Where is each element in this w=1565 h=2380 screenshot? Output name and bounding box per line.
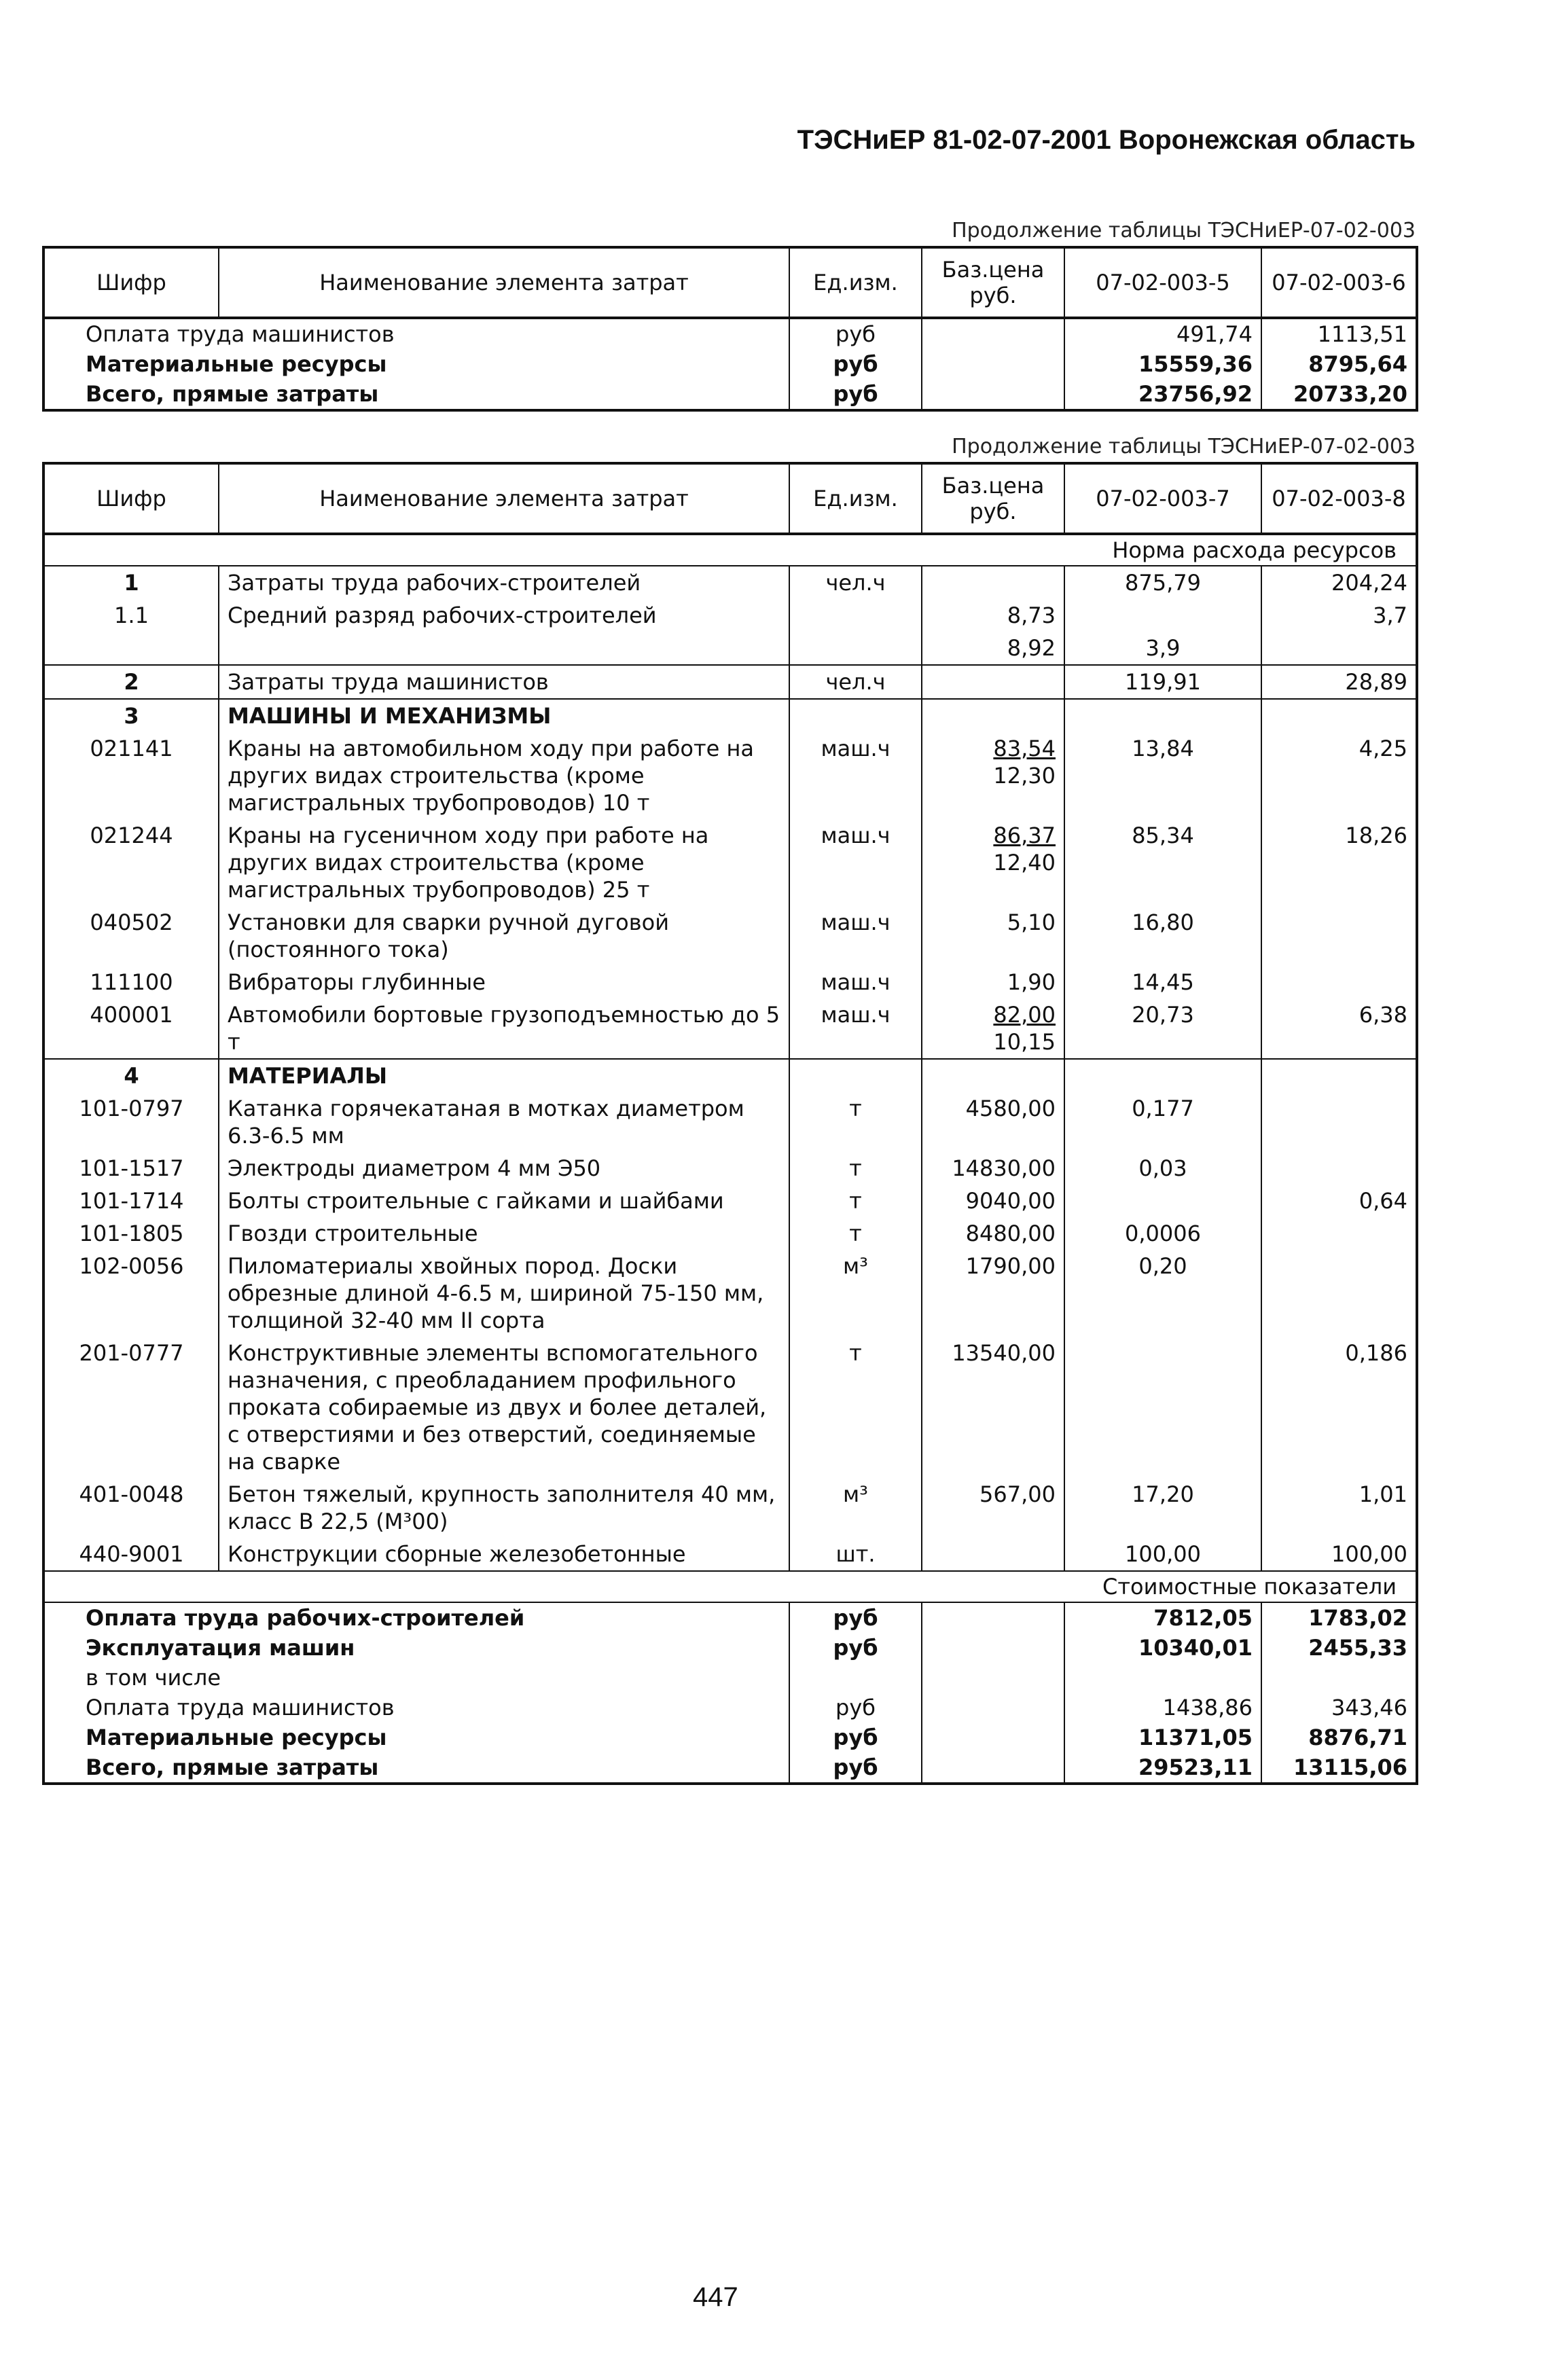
table-2-caption: Продолжение таблицы ТЭСНиЕР-07-02-003 bbox=[952, 435, 1416, 458]
value-b-cell bbox=[1261, 1250, 1417, 1337]
value-b-cell bbox=[1261, 906, 1417, 966]
code-cell: 2 bbox=[43, 665, 219, 699]
price-cell: 567,00 bbox=[922, 1478, 1064, 1538]
col-a-header: 07-02-003-7 bbox=[1064, 463, 1261, 534]
value-b-cell: 20733,20 bbox=[1261, 379, 1417, 410]
code-cell: 101-1714 bbox=[79, 1188, 184, 1214]
value-a-cell: 10340,01 bbox=[1064, 1633, 1261, 1663]
value-a-cell: 13,84 bbox=[1064, 732, 1261, 819]
table-row bbox=[43, 1478, 1417, 1538]
name-cell: Средний разряд рабочих-строителей bbox=[219, 599, 789, 632]
operator-wage: 10,15 bbox=[993, 1029, 1056, 1055]
code-cell: 040502 bbox=[90, 909, 173, 935]
code-cell: 400001 bbox=[90, 1002, 173, 1028]
value-b-cell bbox=[1261, 1152, 1417, 1185]
price-cell bbox=[922, 349, 1064, 379]
price-cell bbox=[922, 819, 1064, 906]
price-cell: 9040,00 bbox=[922, 1185, 1064, 1217]
section-code: 4 bbox=[43, 1059, 219, 1092]
table-row bbox=[43, 1152, 1417, 1185]
value-a-cell: 0,03 bbox=[1064, 1152, 1261, 1185]
price-cell bbox=[922, 906, 1064, 966]
value-b-cell: 1113,51 bbox=[1261, 318, 1417, 349]
value-a-cell: 23756,92 bbox=[1064, 379, 1261, 410]
unit-cell: чел.ч bbox=[789, 566, 922, 599]
unit-cell bbox=[789, 632, 922, 665]
col-code-header: Шифр bbox=[43, 247, 219, 318]
unit-cell: т bbox=[789, 1337, 922, 1478]
name-cell: Конструкции сборные железобетонные bbox=[219, 1538, 789, 1571]
unit-cell: руб bbox=[789, 1723, 922, 1752]
unit-cell bbox=[789, 1663, 922, 1693]
value-a-cell: 11371,05 bbox=[1064, 1723, 1261, 1752]
value-b-cell bbox=[1261, 966, 1417, 998]
value-b-cell: 204,24 bbox=[1261, 566, 1417, 599]
code-cell: 1.1 bbox=[114, 602, 149, 628]
name-cell: Катанка горячекатаная в мотках диаметром 6.3-6.5 мм bbox=[219, 1092, 789, 1152]
price-cell bbox=[922, 379, 1064, 410]
code-cell: 101-1517 bbox=[79, 1155, 184, 1181]
unit-cell: руб bbox=[789, 1752, 922, 1784]
value-a-cell: 119,91 bbox=[1064, 665, 1261, 699]
col-unit-header: Ед.изм. bbox=[789, 247, 922, 318]
value-b-cell: 0,186 bbox=[1261, 1337, 1417, 1478]
name-cell: Краны на гусеничном ходу при работе на других видах строительства (кроме магистральных трубопроводов) 25 т bbox=[219, 819, 789, 906]
table-row bbox=[43, 665, 1417, 699]
unit-cell: т bbox=[789, 1185, 922, 1217]
name-cell: Краны на автомобильном ходу при работе на других видах строительства (кроме магистральных трубопроводов) 10 т bbox=[219, 732, 789, 819]
page-title: ТЭСНиЕР 81-02-07-2001 Воронежская область bbox=[797, 125, 1416, 155]
total-name-cell: Оплата труда рабочих-строителей bbox=[86, 1605, 525, 1631]
table-1 bbox=[42, 246, 1418, 412]
unit-cell: м³ bbox=[789, 1250, 922, 1337]
code-cell bbox=[43, 632, 219, 665]
table-row bbox=[43, 1693, 1417, 1723]
value-a-cell: 875,79 bbox=[1064, 566, 1261, 599]
table-row bbox=[43, 632, 1417, 665]
code-cell: Оплата труда машинистов bbox=[86, 321, 395, 347]
table-row bbox=[43, 379, 1417, 410]
col-b-header: 07-02-003-8 bbox=[1261, 463, 1417, 534]
band-cost-label: Стоимостные показатели bbox=[43, 1571, 1417, 1602]
operator-wage: 12,40 bbox=[993, 850, 1056, 876]
name-cell: Затраты труда машинистов bbox=[219, 665, 789, 699]
name-cell: Гвозди строительные bbox=[219, 1217, 789, 1250]
code-cell: 201-0777 bbox=[79, 1340, 184, 1366]
name-cell bbox=[219, 632, 789, 665]
band-norm-row bbox=[43, 534, 1417, 566]
price-cell: 1790,00 bbox=[922, 1250, 1064, 1337]
total-name-cell: Материальные ресурсы bbox=[86, 1725, 387, 1750]
unit-cell: руб bbox=[789, 318, 922, 349]
value-a-cell: 1438,86 bbox=[1064, 1693, 1261, 1723]
value-a-cell: 85,34 bbox=[1064, 819, 1261, 906]
total-name-cell: Эксплуатация машин bbox=[86, 1635, 355, 1661]
table-row bbox=[43, 1337, 1417, 1478]
table-row bbox=[43, 599, 1417, 632]
code-cell: 021141 bbox=[90, 736, 173, 761]
value-a-cell: 17,20 bbox=[1064, 1478, 1261, 1538]
table-row bbox=[43, 1217, 1417, 1250]
value-b-cell bbox=[1261, 632, 1417, 665]
base-price: 82,00 bbox=[993, 1002, 1056, 1028]
value-b-cell: 100,00 bbox=[1261, 1538, 1417, 1571]
code-cell: 101-1805 bbox=[79, 1221, 184, 1246]
value-a-cell: 14,45 bbox=[1064, 966, 1261, 998]
value-a-cell: 0,0006 bbox=[1064, 1217, 1261, 1250]
name-cell: Пиломатериалы хвойных пород. Доски обрезные длиной 4-6.5 м, шириной 75-150 мм, толщиной 32-40 мм II сорта bbox=[219, 1250, 789, 1337]
price-cell bbox=[922, 1752, 1064, 1784]
unit-cell: маш.ч bbox=[789, 998, 922, 1059]
value-b-cell: 13115,06 bbox=[1261, 1752, 1417, 1784]
table-row bbox=[43, 1250, 1417, 1337]
band-cost-row bbox=[43, 1571, 1417, 1602]
band-norm-label: Норма расхода ресурсов bbox=[43, 534, 1417, 566]
total-name-cell: Всего, прямые затраты bbox=[86, 1754, 379, 1780]
section-code: 3 bbox=[43, 699, 219, 732]
name-cell: Затраты труда рабочих-строителей bbox=[219, 566, 789, 599]
value-a-cell: 0,177 bbox=[1064, 1092, 1261, 1152]
value-b-cell: 343,46 bbox=[1261, 1693, 1417, 1723]
code-cell: 021244 bbox=[90, 823, 173, 848]
table-1-header-row bbox=[43, 247, 1417, 318]
value-b-cell: 2455,33 bbox=[1261, 1633, 1417, 1663]
unit-cell: маш.ч bbox=[789, 819, 922, 906]
name-cell: Установки для сварки ручной дуговой (постоянного тока) bbox=[219, 906, 789, 966]
price-cell bbox=[922, 1693, 1064, 1723]
table-row bbox=[43, 906, 1417, 966]
unit-cell: шт. bbox=[789, 1538, 922, 1571]
value-b-cell: 18,26 bbox=[1261, 819, 1417, 906]
value-b-cell: 1,01 bbox=[1261, 1478, 1417, 1538]
page-number: 447 bbox=[693, 2282, 738, 2312]
value-a-cell: 16,80 bbox=[1064, 906, 1261, 966]
value-b-cell: 8795,64 bbox=[1261, 349, 1417, 379]
price-cell: 8,92 bbox=[922, 632, 1064, 665]
price-cell bbox=[922, 732, 1064, 819]
table-row bbox=[43, 1663, 1417, 1693]
value-b-cell bbox=[1261, 1663, 1417, 1693]
name-cell: Вибраторы глубинные bbox=[219, 966, 789, 998]
price-cell bbox=[922, 1633, 1064, 1663]
price-cell: 8480,00 bbox=[922, 1217, 1064, 1250]
table-row bbox=[43, 1538, 1417, 1571]
code-cell: 101-0797 bbox=[79, 1096, 184, 1121]
table-row bbox=[43, 732, 1417, 819]
table-row bbox=[43, 1752, 1417, 1784]
col-price-header: Баз.цена руб. bbox=[922, 463, 1064, 534]
unit-cell: руб bbox=[789, 1693, 922, 1723]
table-row bbox=[43, 998, 1417, 1059]
name-cell: Болты строительные с гайками и шайбами bbox=[219, 1185, 789, 1217]
table-row bbox=[43, 1723, 1417, 1752]
code-cell: 111100 bbox=[90, 969, 173, 995]
value-a-cell bbox=[1064, 599, 1261, 632]
total-name-cell: Оплата труда машинистов bbox=[86, 1695, 395, 1720]
section-materials-row bbox=[43, 1059, 1417, 1092]
col-b-header: 07-02-003-6 bbox=[1261, 247, 1417, 318]
value-b-cell: 6,38 bbox=[1261, 998, 1417, 1059]
base-price: 1,90 bbox=[1007, 969, 1056, 995]
name-cell: Электроды диаметром 4 мм Э50 bbox=[219, 1152, 789, 1185]
table-row bbox=[43, 566, 1417, 599]
base-price: 83,54 bbox=[993, 736, 1056, 761]
table-row bbox=[43, 1602, 1417, 1633]
table-row bbox=[43, 1633, 1417, 1663]
base-price: 5,10 bbox=[1007, 909, 1056, 935]
section-machines-row bbox=[43, 699, 1417, 732]
price-cell bbox=[922, 1723, 1064, 1752]
name-cell: Бетон тяжелый, крупность заполнителя 40 мм, класс В 22,5 (М³00) bbox=[219, 1478, 789, 1538]
value-a-cell bbox=[1064, 1337, 1261, 1478]
table-row bbox=[43, 318, 1417, 349]
unit-cell: маш.ч bbox=[789, 906, 922, 966]
value-b-cell: 4,25 bbox=[1261, 732, 1417, 819]
table-1-caption: Продолжение таблицы ТЭСНиЕР-07-02-003 bbox=[952, 219, 1416, 242]
total-name-cell: в том числе bbox=[86, 1665, 221, 1691]
value-b-cell: 8876,71 bbox=[1261, 1723, 1417, 1752]
unit-cell: т bbox=[789, 1217, 922, 1250]
table-row bbox=[43, 1185, 1417, 1217]
code-cell: 401-0048 bbox=[79, 1481, 184, 1507]
table-row bbox=[43, 1092, 1417, 1152]
name-cell: Конструктивные элементы вспомогательного назначения, с преобладанием профильного проката собираемые из двух и более деталей, с отверстиями и без отверстий, соединяемые на сварке bbox=[219, 1337, 789, 1478]
value-b-cell: 0,64 bbox=[1261, 1185, 1417, 1217]
unit-cell: руб bbox=[789, 379, 922, 410]
table-row bbox=[43, 349, 1417, 379]
unit-cell: т bbox=[789, 1152, 922, 1185]
value-b-cell: 1783,02 bbox=[1261, 1602, 1417, 1633]
value-a-cell: 0,20 bbox=[1064, 1250, 1261, 1337]
price-cell bbox=[922, 566, 1064, 599]
unit-cell: маш.ч bbox=[789, 966, 922, 998]
value-a-cell: 7812,05 bbox=[1064, 1602, 1261, 1633]
unit-cell: чел.ч bbox=[789, 665, 922, 699]
unit-cell: руб bbox=[789, 349, 922, 379]
price-cell bbox=[922, 1602, 1064, 1633]
value-b-cell: 28,89 bbox=[1261, 665, 1417, 699]
code-cell: 440-9001 bbox=[79, 1541, 184, 1567]
unit-cell: руб bbox=[789, 1633, 922, 1663]
col-a-header: 07-02-003-5 bbox=[1064, 247, 1261, 318]
table-2-header-row bbox=[43, 463, 1417, 534]
table-row bbox=[43, 819, 1417, 906]
code-cell: 1 bbox=[43, 566, 219, 599]
price-cell: 8,73 bbox=[922, 599, 1064, 632]
section-title: МАШИНЫ И МЕХАНИЗМЫ bbox=[219, 699, 789, 732]
value-a-cell: 491,74 bbox=[1064, 318, 1261, 349]
value-b-cell: 3,7 bbox=[1261, 599, 1417, 632]
unit-cell bbox=[789, 599, 922, 632]
unit-cell: м³ bbox=[789, 1478, 922, 1538]
unit-cell: т bbox=[789, 1092, 922, 1152]
price-cell bbox=[922, 966, 1064, 998]
col-name-header: Наименование элемента затрат bbox=[219, 247, 789, 318]
price-cell bbox=[922, 318, 1064, 349]
value-a-cell: 15559,36 bbox=[1064, 349, 1261, 379]
code-cell: 102-0056 bbox=[79, 1253, 184, 1279]
col-name-header: Наименование элемента затрат bbox=[219, 463, 789, 534]
price-cell: 4580,00 bbox=[922, 1092, 1064, 1152]
value-b-cell bbox=[1261, 1092, 1417, 1152]
col-unit-header: Ед.изм. bbox=[789, 463, 922, 534]
unit-cell: маш.ч bbox=[789, 732, 922, 819]
operator-wage: 12,30 bbox=[993, 763, 1056, 789]
price-cell: 14830,00 bbox=[922, 1152, 1064, 1185]
col-price-header: Баз.цена руб. bbox=[922, 247, 1064, 318]
value-a-cell: 29523,11 bbox=[1064, 1752, 1261, 1784]
value-a-cell: 20,73 bbox=[1064, 998, 1261, 1059]
value-a-cell bbox=[1064, 1663, 1261, 1693]
value-a-cell bbox=[1064, 1185, 1261, 1217]
price-cell bbox=[922, 998, 1064, 1059]
price-cell: 13540,00 bbox=[922, 1337, 1064, 1478]
code-cell: Материальные ресурсы bbox=[86, 351, 387, 377]
col-code-header: Шифр bbox=[43, 463, 219, 534]
table-row bbox=[43, 966, 1417, 998]
value-b-cell bbox=[1261, 1217, 1417, 1250]
price-cell bbox=[922, 1663, 1064, 1693]
table-2 bbox=[42, 462, 1418, 1785]
code-cell: Всего, прямые затраты bbox=[86, 381, 379, 407]
value-a-cell: 3,9 bbox=[1064, 632, 1261, 665]
value-a-cell: 100,00 bbox=[1064, 1538, 1261, 1571]
price-cell bbox=[922, 1538, 1064, 1571]
unit-cell: руб bbox=[789, 1602, 922, 1633]
section-title: МАТЕРИАЛЫ bbox=[219, 1059, 789, 1092]
base-price: 86,37 bbox=[993, 823, 1056, 848]
name-cell: Автомобили бортовые грузоподъемностью до 5 т bbox=[219, 998, 789, 1059]
price-cell bbox=[922, 665, 1064, 699]
